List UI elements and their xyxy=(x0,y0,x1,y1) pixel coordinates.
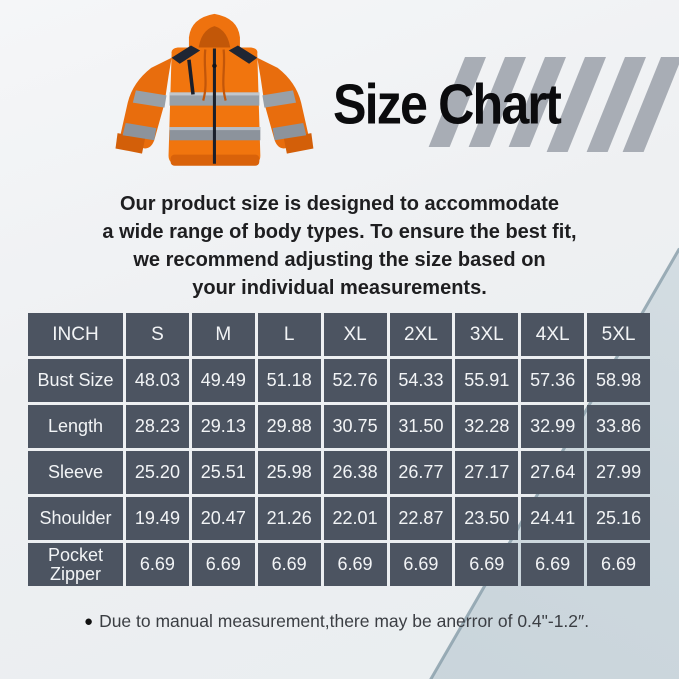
measurement-row-label: Bust Size xyxy=(28,359,123,402)
intro-line: Our product size is designed to accommodate xyxy=(120,193,559,215)
measurement-value-cell: 6.69 xyxy=(126,543,189,586)
measurement-value-cell: 33.86 xyxy=(587,405,650,448)
measurement-value-cell: 26.38 xyxy=(324,451,387,494)
measurement-value-cell: 31.50 xyxy=(390,405,453,448)
measurement-value-cell: 32.99 xyxy=(521,405,584,448)
size-header-cell: S xyxy=(126,313,189,356)
measurement-note xyxy=(84,611,589,632)
intro-line: a wide range of body types. To ensure the best fit, xyxy=(102,221,577,243)
measurement-row-label: Length xyxy=(28,405,123,448)
size-header-cell: M xyxy=(192,313,255,356)
measurement-row-label: Pocket Zipper xyxy=(28,543,123,586)
measurement-value-cell: 19.49 xyxy=(126,497,189,540)
unit-header-cell: INCH xyxy=(28,313,123,356)
measurement-value-cell: 27.99 xyxy=(587,451,650,494)
measurement-value-cell: 25.20 xyxy=(126,451,189,494)
measurement-value-cell: 30.75 xyxy=(324,405,387,448)
measurement-value-cell: 25.16 xyxy=(587,497,650,540)
measurement-value-cell: 55.91 xyxy=(455,359,518,402)
measurement-value-cell: 28.23 xyxy=(126,405,189,448)
intro-line: your individual measurements. xyxy=(192,277,487,299)
measurement-value-cell: 6.69 xyxy=(455,543,518,586)
size-header-cell: L xyxy=(258,313,321,356)
measurement-row-label: Sleeve xyxy=(28,451,123,494)
measurement-value-cell: 6.69 xyxy=(258,543,321,586)
page-title: Size Chart xyxy=(333,73,560,137)
size-header-cell: 3XL xyxy=(455,313,518,356)
measurement-value-cell: 48.03 xyxy=(126,359,189,402)
measurement-value-cell: 27.17 xyxy=(455,451,518,494)
measurement-value-cell: 24.41 xyxy=(521,497,584,540)
measurement-value-cell: 6.69 xyxy=(192,543,255,586)
measurement-value-cell: 20.47 xyxy=(192,497,255,540)
measurement-value-cell: 25.51 xyxy=(192,451,255,494)
size-header-cell: XL xyxy=(324,313,387,356)
measurement-value-cell: 6.69 xyxy=(521,543,584,586)
measurement-value-cell: 29.88 xyxy=(258,405,321,448)
measurement-value-cell: 32.28 xyxy=(455,405,518,448)
measurement-value-cell: 25.98 xyxy=(258,451,321,494)
measurement-value-cell: 23.50 xyxy=(455,497,518,540)
size-header-cell: 4XL xyxy=(521,313,584,356)
measurement-value-cell: 6.69 xyxy=(587,543,650,586)
intro-paragraph xyxy=(0,190,679,302)
measurement-value-cell: 54.33 xyxy=(390,359,453,402)
measurement-row-label: Shoulder xyxy=(28,497,123,540)
measurement-value-cell: 29.13 xyxy=(192,405,255,448)
hi-vis-jacket-image xyxy=(90,4,345,194)
measurement-value-cell: 52.76 xyxy=(324,359,387,402)
measurement-value-cell: 57.36 xyxy=(521,359,584,402)
measurement-value-cell: 6.69 xyxy=(324,543,387,586)
measurement-note-text: Due to manual measurement,there may be anerror of 0.4"-1.2″. xyxy=(99,611,590,631)
intro-line: we recommend adjusting the size based on xyxy=(133,249,546,271)
size-chart-table xyxy=(28,313,650,586)
bullet-icon: ● xyxy=(84,613,94,630)
measurement-value-cell: 27.64 xyxy=(521,451,584,494)
measurement-value-cell: 6.69 xyxy=(390,543,453,586)
measurement-value-cell: 58.98 xyxy=(587,359,650,402)
measurement-value-cell: 21.26 xyxy=(258,497,321,540)
size-header-cell: 5XL xyxy=(587,313,650,356)
measurement-value-cell: 22.01 xyxy=(324,497,387,540)
measurement-value-cell: 26.77 xyxy=(390,451,453,494)
size-header-cell: 2XL xyxy=(390,313,453,356)
measurement-value-cell: 22.87 xyxy=(390,497,453,540)
measurement-value-cell: 51.18 xyxy=(258,359,321,402)
measurement-value-cell: 49.49 xyxy=(192,359,255,402)
